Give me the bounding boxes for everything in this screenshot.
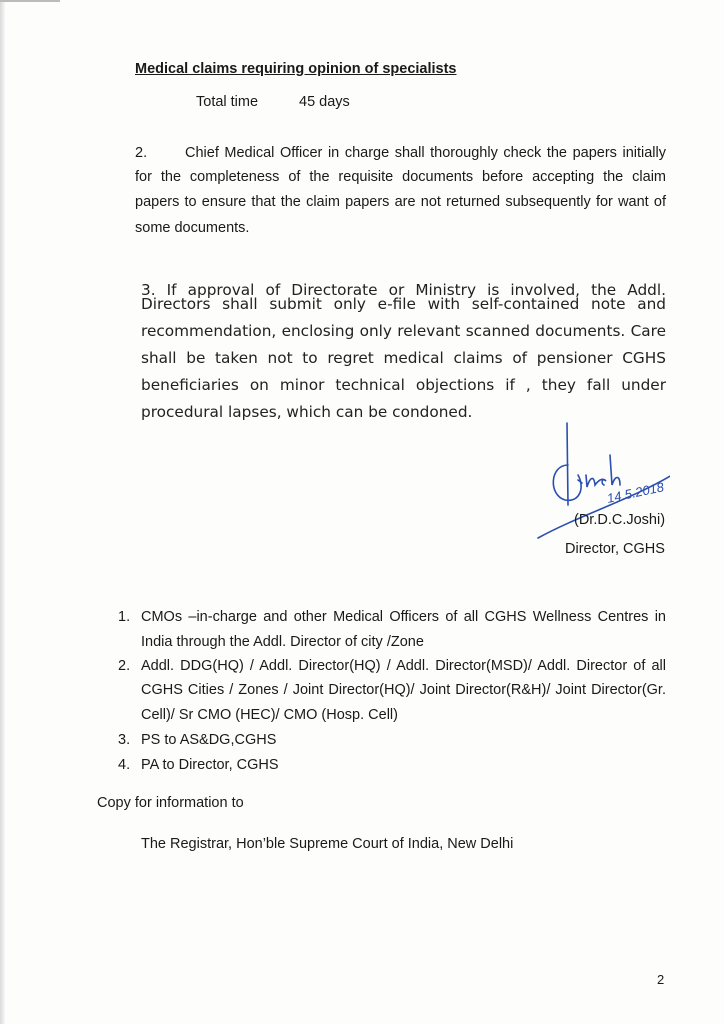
copy-recipient: The Registrar, Hon’ble Supreme Court of India, New Delhi: [141, 836, 514, 852]
paragraph-line: procedural lapses, which can be condoned.: [141, 403, 473, 421]
paragraph-line: some documents.: [135, 220, 250, 236]
paragraph-number: 2.: [135, 145, 148, 161]
list-item-line: CMOs –in-charge and other Medical Officers of all CGHS Wellness Centres in: [141, 609, 666, 625]
list-item-line: PA to Director, CGHS: [141, 757, 279, 773]
list-number: 2.: [118, 658, 131, 674]
list-item-line: Addl. DDG(HQ) / Addl. Director(HQ) / Addl. Director(MSD)/ Addl. Director of all: [141, 658, 666, 674]
list-number: 4.: [118, 757, 131, 773]
scan-edge-top: [0, 0, 60, 2]
paragraph-line: shall be taken not to regret medical claims of pensioner CGHS: [141, 349, 666, 367]
list-number: 3.: [118, 732, 131, 748]
list-item-line: India through the Addl. Director of city /Zone: [141, 634, 424, 650]
list-number: 1.: [118, 609, 131, 625]
list-item-line: PS to AS&DG,CGHS: [141, 732, 277, 748]
paragraph-line: papers to ensure that the claim papers are not returned subsequently for want of: [135, 194, 666, 210]
copy-label: Copy for information to: [97, 795, 244, 811]
scan-edge: [0, 0, 5, 1024]
total-time-value: 45 days: [299, 94, 350, 110]
paragraph-line: 3. If approval of Directorate or Ministry is involved, the Addl.: [141, 281, 666, 299]
total-time-label: Total time: [196, 94, 259, 110]
paragraph-line: for the completeness of the requisite documents before accepting the claim: [135, 169, 666, 185]
paragraph-line: Directors shall submit only e-file with self-contained note and: [141, 295, 666, 313]
signature-date: 14.5.2018: [605, 479, 666, 506]
section-heading: Medical claims requiring opinion of specialists: [135, 61, 457, 77]
page-number: 2: [657, 972, 665, 987]
list-item-line: CGHS Cities / Zones / Joint Director(HQ)/ Joint Director(R&H)/ Joint Director(Gr.: [141, 682, 666, 698]
signatory-designation: Director, CGHS: [565, 541, 665, 557]
paragraph-line: beneficiaries on minor technical objections if , they fall under: [141, 376, 666, 394]
list-item-line: Cell)/ Sr CMO (HEC)/ CMO (Hosp. Cell): [141, 707, 398, 723]
signatory-name: (Dr.D.C.Joshi): [574, 512, 666, 528]
paragraph-line: recommendation, enclosing only relevant scanned documents. Care: [141, 322, 666, 340]
paragraph-line: Chief Medical Officer in charge shall thoroughly check the papers initially: [185, 145, 666, 161]
